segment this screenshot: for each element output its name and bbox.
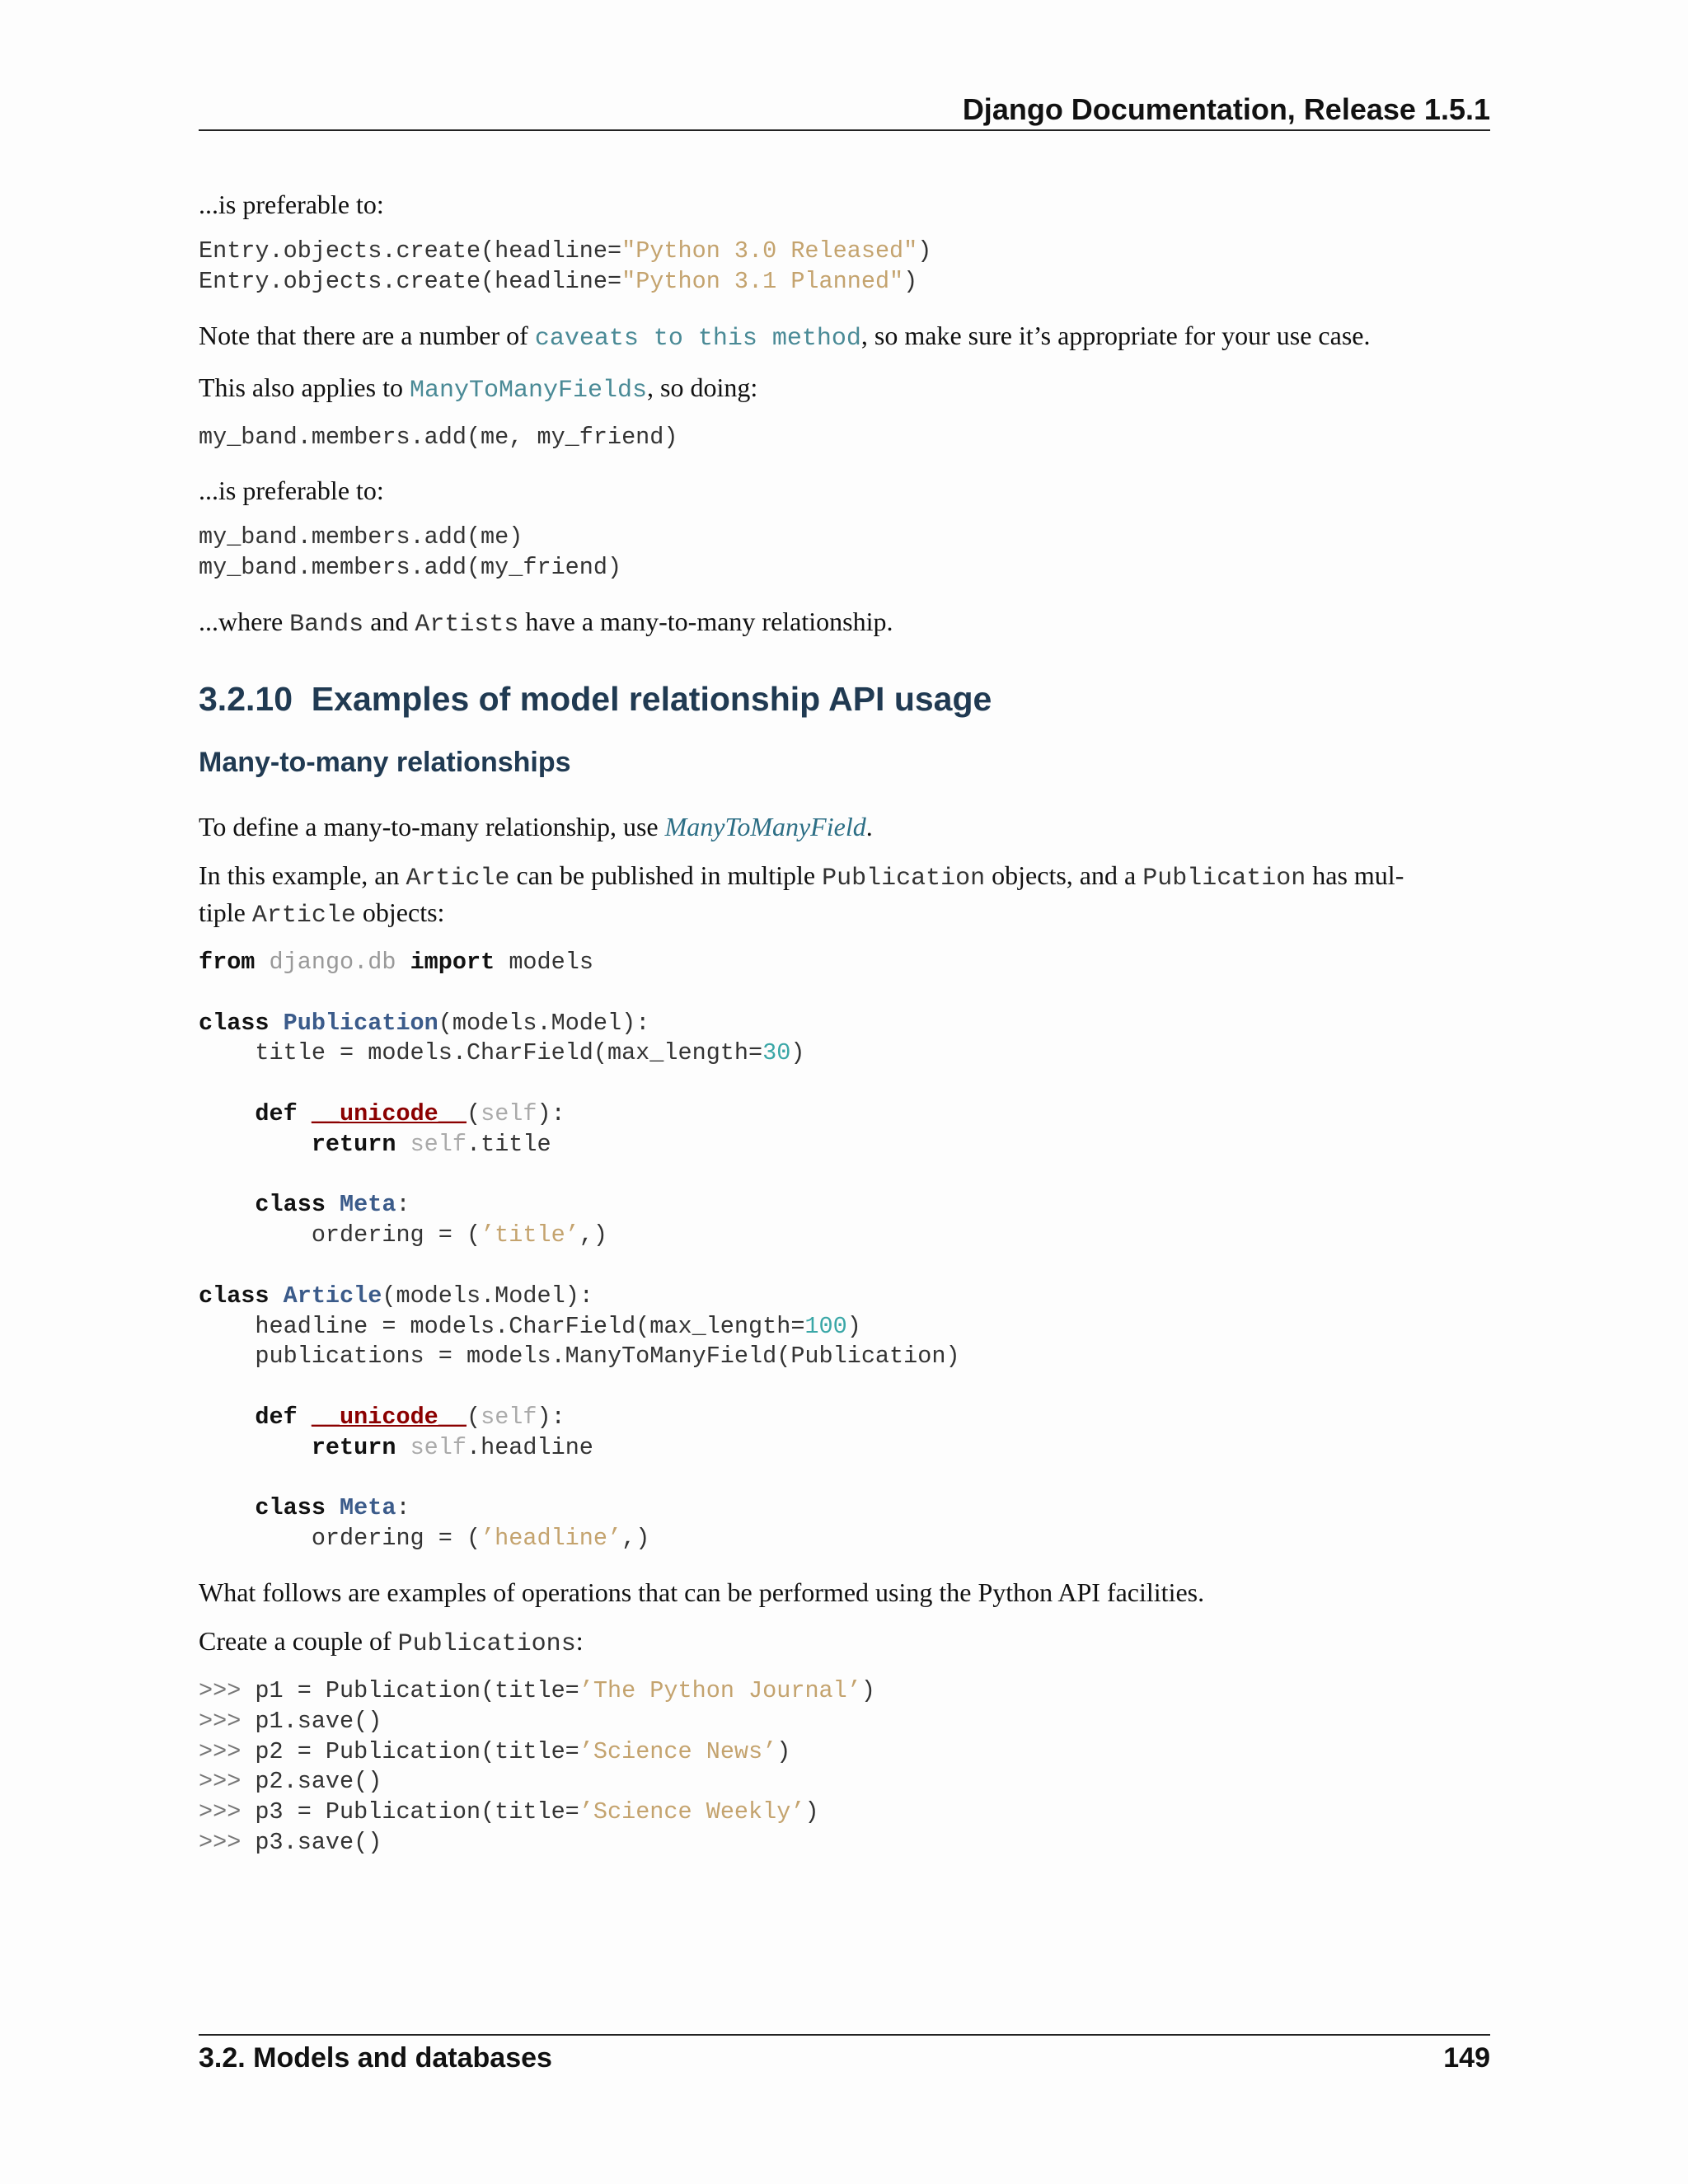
footer-section: 3.2. Models and databases: [199, 2042, 552, 2074]
paragraph: ...where Bands and Artists have a many-to-many relationship.: [199, 606, 893, 639]
header-rule: [199, 129, 1490, 131]
paragraph: This also applies to ManyToManyFields, so doing:: [199, 372, 758, 405]
paragraph: Create a couple of Publications:: [199, 1625, 584, 1658]
manytomanyfield-link[interactable]: ManyToManyField: [664, 811, 866, 841]
running-header: Django Documentation, Release 1.5.1: [962, 92, 1490, 126]
code-block: my_band.members.add(me, my_friend): [199, 423, 678, 451]
subsection-heading: Many-to-many relationships: [199, 746, 571, 778]
paragraph: ...is preferable to:: [199, 476, 384, 506]
paragraph: Note that there are a number of caveats to this method, so make sure it’s appropriate for your use case.: [199, 320, 1371, 353]
manytomanyfields-link[interactable]: ManyToManyFields: [409, 376, 648, 405]
caveats-link[interactable]: caveats to this method: [534, 324, 861, 353]
paragraph: What follows are examples of operations that can be performed using the Python API facilities.: [199, 1577, 1205, 1607]
document-page: [199, 0, 1490, 2184]
paragraph: To define a many-to-many relationship, use ManyToManyField.: [199, 811, 873, 841]
code-block: my_band.members.add(me) my_band.members.add(my_friend): [199, 523, 622, 582]
page-number: 149: [1443, 2042, 1490, 2074]
paragraph: In this example, an Article can be published in multiple Publication objects, and a Publication has mul- tiple Article objects:: [199, 860, 1404, 930]
paragraph: ...is preferable to:: [199, 190, 384, 219]
page-content: [199, 188, 1490, 1880]
shell-code-block: >>> p1 = Publication(title=’The Python Journal’) >>> p1.save() >>> p2 = Publication(title=’Science News’) >>> p2.save() >>> p3 = Publication(title=’Science Weekly’) >>> p3.save(): [199, 1676, 875, 1856]
section-heading: 3.2.10 Examples of model relationship API usage: [199, 679, 992, 718]
footer-rule: [199, 2034, 1490, 2036]
model-code-block: from django.db import models class Publication(models.Model): title = models.CharField(max_length=30) def __unicode__(self): return self.title class Meta: ordering = (’title’,) class Article(models.Model): headline = models.CharField(max_length=100) publications = models.ManyToManyField(Publication) def __unicode__(self): return self.headline class Meta: ordering = (’headline’,): [199, 948, 960, 1553]
code-block: Entry.objects.create(headline="Python 3.0 Released") Entry.objects.create(headline="Python 3.1 Planned"): [199, 237, 932, 295]
